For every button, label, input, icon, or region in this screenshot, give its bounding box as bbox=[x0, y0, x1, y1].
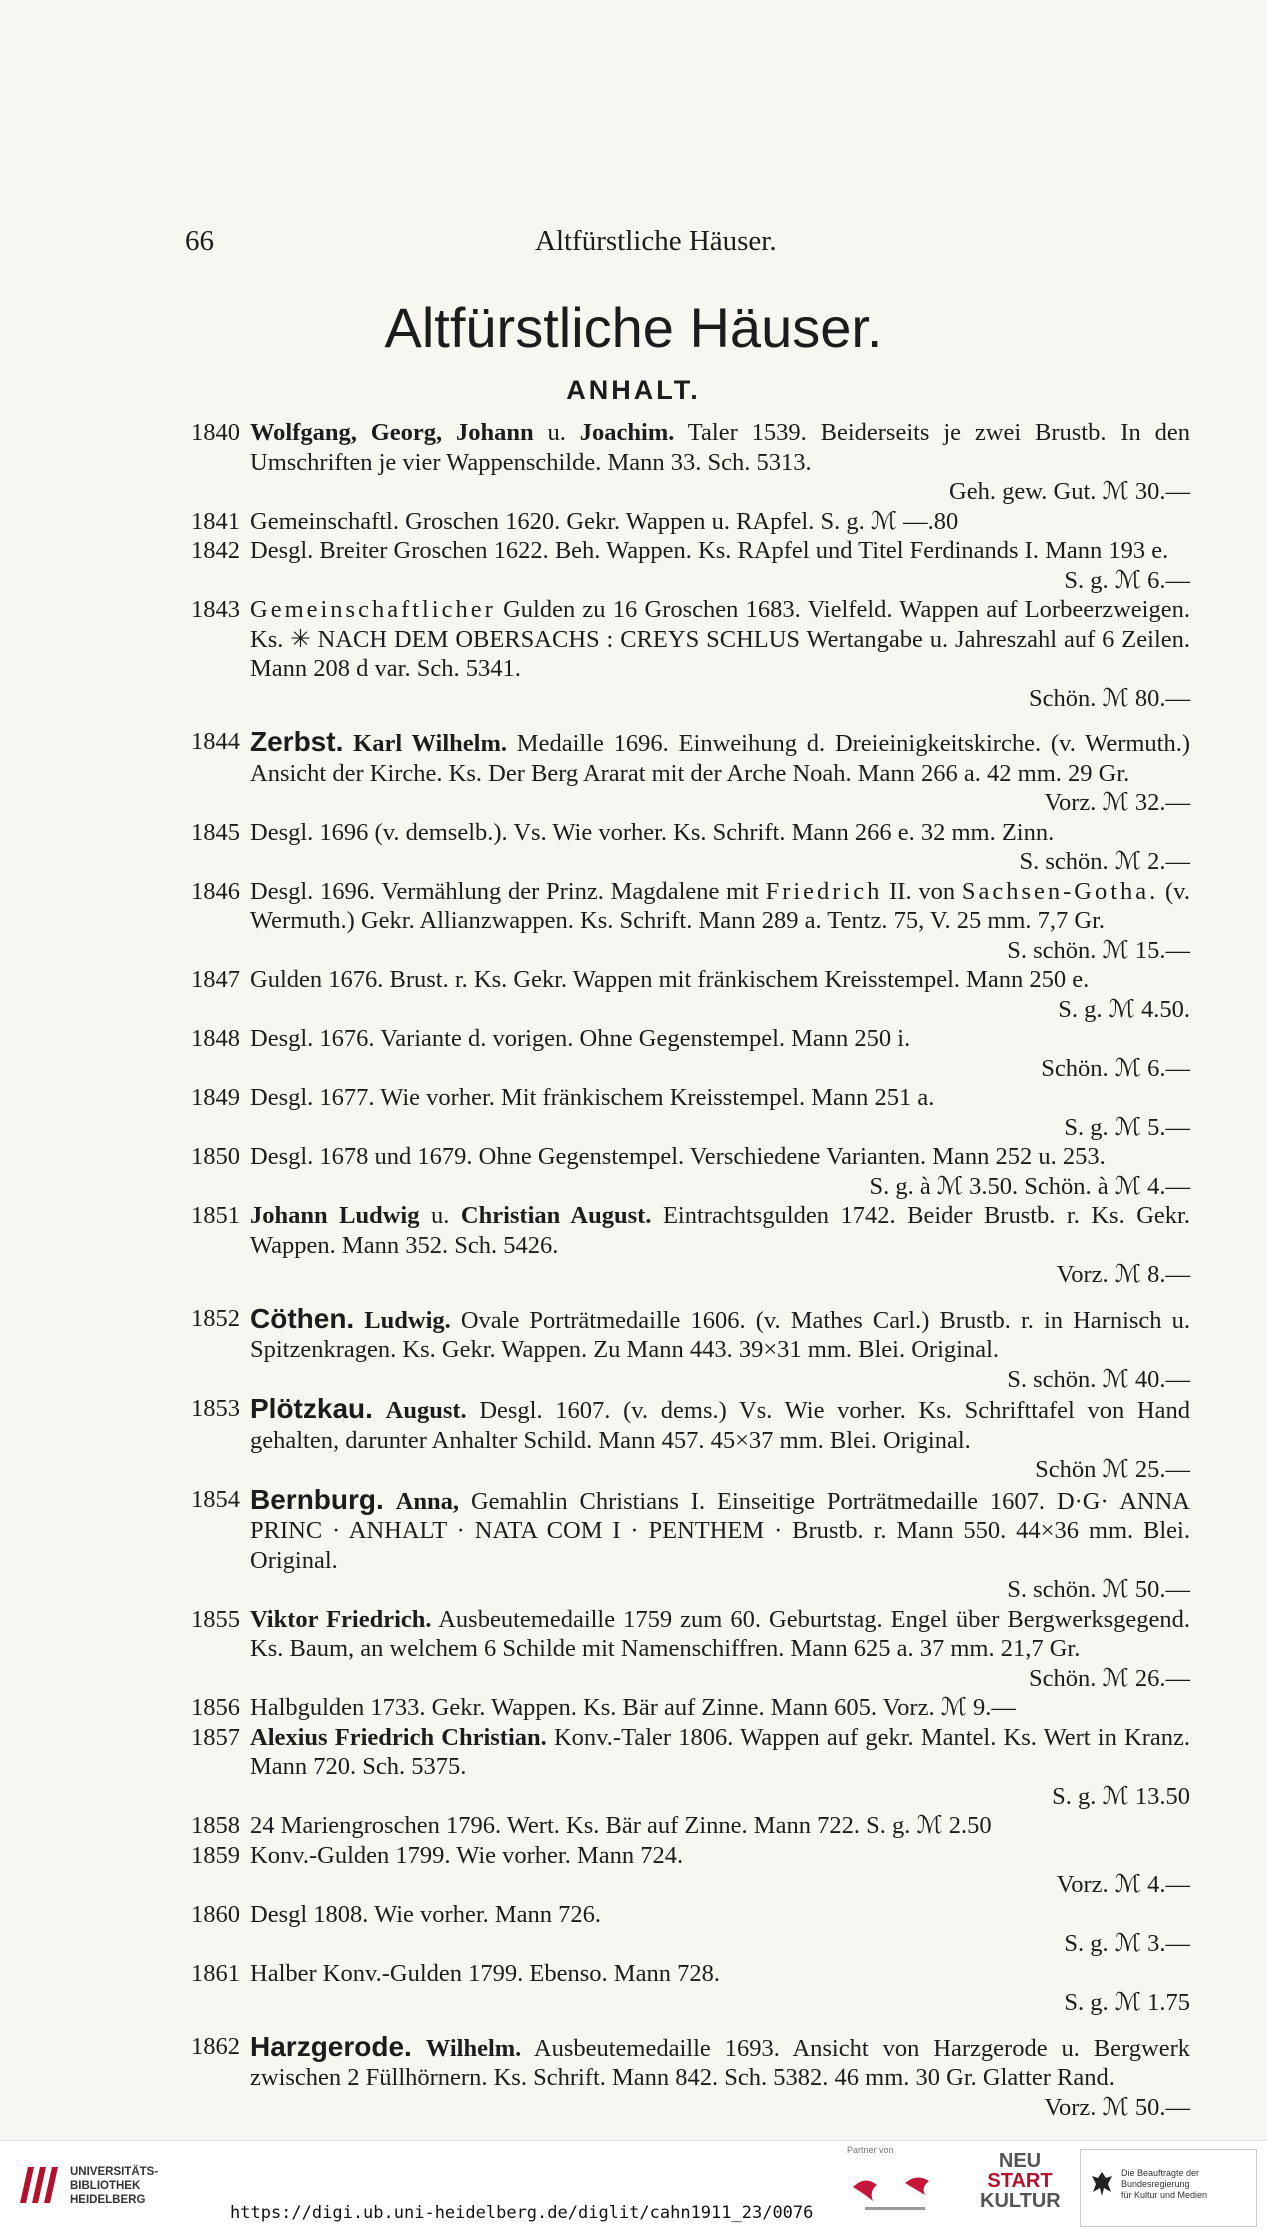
entry-text: Halber Konv.-Gulden 1799. Ebenso. Mann 728. bbox=[250, 1959, 720, 1987]
catalog-entry bbox=[170, 1900, 1190, 1959]
section-heading: ANHALT. bbox=[566, 375, 701, 405]
ruler-name: Alexius Friedrich Christian. bbox=[250, 1723, 547, 1751]
entry-text bbox=[373, 1397, 386, 1424]
entry-number: 1851 bbox=[191, 1202, 240, 1229]
catalog-entry bbox=[170, 1605, 1190, 1694]
ruler-name: Johann Ludwig bbox=[250, 1202, 420, 1229]
entry-text: Halbgulden 1733. Gekr. Wappen. Ks. Bär auf Zinne. Mann 605. Vorz. ℳ 9.— bbox=[250, 1694, 1016, 1721]
catalog-entry bbox=[170, 1083, 1190, 1142]
entry-price: S. g. ℳ 5.— bbox=[1064, 1113, 1190, 1141]
partner-logo-icon bbox=[845, 2157, 955, 2217]
entry-text: Desgl. 1607. (v. dems.) Vs. Wie vorher. Ks. Schrifttafel von Hand gehalten, darunter Anhalter Schild. Mann 457. 45×37 mm. Blei. Original. bbox=[250, 1397, 1191, 1454]
entry-number: 1847 bbox=[191, 966, 240, 993]
catalog-entry bbox=[170, 877, 1190, 966]
catalog-entry bbox=[170, 1142, 1190, 1201]
entry-price: Vorz. ℳ 50.— bbox=[1044, 2093, 1190, 2121]
federal-eagle-icon bbox=[1091, 2170, 1113, 2198]
running-title: Altfürstliche Häuser. bbox=[535, 225, 777, 257]
entry-number: 1842 bbox=[191, 537, 240, 564]
entry-number: 1841 bbox=[191, 507, 240, 535]
entry-price: S. g. ℳ 6.— bbox=[1064, 566, 1190, 594]
neustart-line: KULTUR bbox=[980, 2190, 1061, 2212]
entry-description bbox=[250, 1841, 1190, 1900]
entry-text bbox=[343, 730, 353, 757]
entry-number: 1857 bbox=[191, 1723, 240, 1751]
entry-text: Desgl. 1696. Vermählung der Prinz. Magdalene mit bbox=[250, 877, 766, 905]
entry-price: S. schön. ℳ 50.— bbox=[1007, 1576, 1190, 1603]
entry-price: Schön. ℳ 26.— bbox=[1029, 1664, 1190, 1692]
entry-text: II. von bbox=[882, 877, 962, 905]
entry-description bbox=[250, 1485, 1190, 1605]
entry-price: Schön. ℳ 6.— bbox=[1041, 1054, 1190, 1082]
entry-description bbox=[250, 1201, 1190, 1290]
catalog-entry bbox=[170, 1693, 1190, 1723]
catalog-entry bbox=[170, 1304, 1190, 1395]
entry-number: 1862 bbox=[191, 2032, 240, 2060]
source-url[interactable]: https://digi.ub.uni-heidelberg.de/diglit/cahn1911_23/0076 bbox=[230, 2203, 814, 2223]
entry-number: 1856 bbox=[191, 1694, 240, 1721]
entry-text: Gulden zu 16 Groschen 1683. Vielfeld. Wappen auf Lorbeerzweigen. Ks. ✳ NACH DEM OBERSACHS : CREYS SCHLUS Wertangabe u. Jahreszahl auf 6 Zeilen. Mann 208 d var. Sch. 5341. bbox=[250, 596, 1190, 682]
entry-text: Desgl. 1678 und 1679. Ohne Gegenstempel. Verschiedene Varianten. Mann 252 u. 253. bbox=[250, 1143, 1106, 1170]
entry-description bbox=[250, 2032, 1190, 2123]
entry-text: (v. Wermuth.) Gekr. Allianzwappen. Ks. Schrift. Mann 289 a. Tentz. 75, V. 25 mm. 7,7 Gr. bbox=[250, 877, 1190, 934]
entry-text: Gulden 1676. Brust. r. Ks. Gekr. Wappen mit fränkischem Kreisstempel. Mann 250 e. bbox=[250, 966, 1090, 993]
entry-price: S. schön. ℳ 40.— bbox=[1007, 1365, 1190, 1393]
ruler-name: August. bbox=[385, 1397, 467, 1424]
entry-price: S. g. ℳ 13.50 bbox=[1052, 1782, 1190, 1810]
bkm-line: für Kultur und Medien bbox=[1121, 2190, 1208, 2200]
place-name: Zerbst. bbox=[250, 726, 344, 757]
entry-text: Taler 1539. Beiderseits je zwei Brustb. In den Umschriften je vier Wappenschilde. Mann 33. Sch. 5313. bbox=[250, 419, 1190, 476]
place-name: Harzgerode. bbox=[250, 2030, 412, 2062]
university-name bbox=[70, 2165, 158, 2207]
entry-description bbox=[250, 818, 1190, 877]
entry-description bbox=[250, 595, 1190, 713]
neustart-kultur-logo bbox=[980, 2151, 1060, 2211]
entry-number: 1848 bbox=[191, 1025, 240, 1052]
entry-number: 1852 bbox=[191, 1304, 240, 1332]
entry-description bbox=[250, 1304, 1190, 1395]
place-name: Plötzkau. bbox=[250, 1393, 373, 1424]
entry-description bbox=[250, 1083, 1190, 1142]
entry-text: Gemeinschaftlicher bbox=[250, 596, 496, 623]
entry-number: 1844 bbox=[191, 728, 240, 755]
entry-price: Vorz. ℳ 8.— bbox=[1056, 1261, 1190, 1288]
university-name-line: HEIDELBERG bbox=[70, 2194, 146, 2206]
catalog-entry bbox=[170, 418, 1190, 507]
catalog-entry bbox=[170, 1394, 1190, 1485]
catalog-entry bbox=[170, 727, 1190, 818]
entry-description bbox=[250, 536, 1190, 595]
university-name-line: BIBLIOTHEK bbox=[70, 2180, 141, 2192]
ruler-name: Viktor Friedrich. bbox=[250, 1605, 432, 1633]
entry-description bbox=[250, 1811, 1190, 1841]
entry-description bbox=[250, 418, 1190, 507]
ruler-name: Joachim. bbox=[579, 419, 675, 446]
entry-description bbox=[250, 1900, 1190, 1959]
university-name-line: UNIVERSITÄTS- bbox=[70, 2166, 159, 2178]
entry-number: 1861 bbox=[191, 1959, 240, 1987]
entry-description bbox=[250, 1394, 1190, 1485]
catalog-entry bbox=[170, 1723, 1190, 1812]
bkm-line: Die Beauftragte der Bundesregierung bbox=[1121, 2168, 1200, 2189]
catalog-entry bbox=[170, 1201, 1190, 1290]
entry-text: u. bbox=[533, 419, 580, 446]
neustart-line: NEU bbox=[998, 2150, 1042, 2172]
entry-price: Schön ℳ 25.— bbox=[1035, 1456, 1190, 1483]
entry-description bbox=[250, 1142, 1190, 1201]
place-name: Cöthen. bbox=[250, 1302, 355, 1334]
place-name: Bernburg. bbox=[250, 1483, 384, 1515]
ruler-name: Christian August. bbox=[460, 1202, 652, 1229]
entry-text: Ausbeutemedaille 1693. Ansicht von Harzgerode u. Bergwerk zwischen 2 Füllhörnern. Ks. Schrift. Mann 842. Sch. 5382. 46 mm. 30 Gr. Glatter Rand. bbox=[250, 2034, 1191, 2091]
entry-text bbox=[384, 1488, 396, 1515]
entry-text: Gemeinschaftl. Groschen 1620. Gekr. Wappen u. RApfel. S. g. ℳ —.80 bbox=[250, 507, 959, 535]
entry-text bbox=[354, 1307, 364, 1334]
catalog-entry bbox=[170, 2032, 1190, 2123]
catalog-entry bbox=[170, 1841, 1190, 1900]
entry-number: 1849 bbox=[191, 1084, 240, 1111]
entry-text: Sachsen-Gotha. bbox=[961, 877, 1159, 905]
entry-price: S. schön. ℳ 15.— bbox=[1007, 936, 1190, 964]
bkm-text bbox=[1121, 2168, 1256, 2201]
catalog-entry bbox=[170, 1024, 1190, 1083]
catalog-entry bbox=[170, 1485, 1190, 1605]
entry-number: 1846 bbox=[191, 877, 240, 905]
neustart-line: START bbox=[987, 2170, 1053, 2192]
entry-text: 24 Mariengroschen 1796. Wert. Ks. Bär auf Zinne. Mann 722. S. g. ℳ 2.50 bbox=[250, 1812, 992, 1839]
entry-description bbox=[250, 1723, 1190, 1812]
entry-text: Desgl. 1677. Wie vorher. Mit fränkischem Kreisstempel. Mann 251 a. bbox=[250, 1084, 935, 1111]
entry-description bbox=[250, 1024, 1190, 1083]
entry-price: Schön. ℳ 80.— bbox=[1029, 684, 1190, 712]
university-seal-icon bbox=[14, 2159, 60, 2209]
entry-number: 1859 bbox=[191, 1841, 240, 1869]
entry-text: Friedrich bbox=[765, 877, 883, 905]
entry-price: S. g. ℳ 4.50. bbox=[1058, 995, 1190, 1023]
entry-text bbox=[412, 2035, 426, 2062]
entry-text: Desgl. Breiter Groschen 1622. Beh. Wappen. Ks. RApfel und Titel Ferdinands I. Mann 193 e. bbox=[250, 537, 1169, 564]
entry-description bbox=[250, 727, 1190, 818]
entry-price: S. g. ℳ 1.75 bbox=[1064, 1989, 1190, 2016]
entry-price: S. g. à ℳ 3.50. Schön. à ℳ 4.— bbox=[869, 1172, 1190, 1200]
entry-number: 1858 bbox=[191, 1812, 240, 1839]
ruler-name: Wolfgang, Georg, Johann bbox=[250, 419, 534, 446]
entry-price: Geh. gew. Gut. ℳ 30.— bbox=[949, 478, 1190, 505]
entry-number: 1860 bbox=[191, 1900, 240, 1928]
entry-text: u. bbox=[419, 1202, 461, 1229]
entry-number: 1854 bbox=[191, 1485, 240, 1513]
page-title: Altfürstliche Häuser. bbox=[384, 296, 883, 359]
entry-number: 1840 bbox=[191, 419, 240, 446]
catalog-entry bbox=[170, 507, 1190, 537]
entry-number: 1853 bbox=[191, 1395, 240, 1422]
entry-text: Eintrachtsgulden 1742. Beider Brustb. r. Ks. Gekr. Wappen. Mann 352. Sch. 5426. bbox=[250, 1202, 1190, 1259]
catalog-entries bbox=[170, 418, 1190, 2122]
catalog-entry bbox=[170, 1959, 1190, 2018]
entry-text: Gemahlin Christians I. Einseitige Porträtmedaille 1607. D·G· ANNA PRINC · ANHALT · NATA COM I · PENTHEM · Brustb. r. Mann 550. 44×36 mm. Blei. Original. bbox=[250, 1487, 1190, 1574]
entry-price: S. g. ℳ 3.— bbox=[1064, 1930, 1190, 1957]
ruler-name: Wilhelm. bbox=[425, 2034, 522, 2062]
entry-number: 1843 bbox=[191, 596, 240, 623]
entry-text: Medaille 1696. Einweihung d. Dreieinigkeitskirche. (v. Wermuth.) Ansicht der Kirche. Ks. Der Berg Ararat mit der Arche Noah. Mann 266 a. 42 mm. 29 Gr. bbox=[250, 730, 1191, 787]
entry-description bbox=[250, 965, 1190, 1024]
entry-text: Ausbeutemedaille 1759 zum 60. Geburtstag. Engel über Bergwerksgegend. Ks. Baum, an welchem 6 Schilde mit Namenschiffren. Mann 625 a. 37 mm. 21,7 Gr. bbox=[250, 1605, 1190, 1662]
ruler-name: Karl Wilhelm. bbox=[353, 730, 508, 757]
ruler-name: Anna, bbox=[395, 1487, 460, 1515]
footer-bar bbox=[0, 2140, 1267, 2232]
catalog-entry bbox=[170, 818, 1190, 877]
entry-number: 1850 bbox=[191, 1143, 240, 1170]
entry-text: Desgl. 1676. Variante d. vorigen. Ohne Gegenstempel. Mann 250 i. bbox=[250, 1025, 911, 1052]
entry-description bbox=[250, 1959, 1190, 2018]
catalog-entry bbox=[170, 536, 1190, 595]
catalog-entry bbox=[170, 1811, 1190, 1841]
entry-text: Konv.-Gulden 1799. Wie vorher. Mann 724. bbox=[250, 1841, 684, 1869]
entry-text: Konv.-Taler 1806. Wappen auf gekr. Mantel. Ks. Wert in Kranz. Mann 720. Sch. 5375. bbox=[250, 1723, 1190, 1780]
running-head bbox=[185, 225, 1065, 261]
page-number: 66 bbox=[185, 225, 214, 257]
catalog-entry bbox=[170, 595, 1190, 713]
bkm-logo bbox=[1080, 2149, 1257, 2227]
entry-description bbox=[250, 1605, 1190, 1694]
catalog-entry bbox=[170, 965, 1190, 1024]
entry-text: Desgl. 1696 (v. demselb.). Vs. Wie vorher. Ks. Schrift. Mann 266 e. 32 mm. Zinn. bbox=[250, 818, 1055, 846]
entry-text: Desgl 1808. Wie vorher. Mann 726. bbox=[250, 1900, 602, 1928]
entry-price: Vorz. ℳ 32.— bbox=[1044, 789, 1190, 816]
entry-number: 1845 bbox=[191, 818, 240, 846]
partner-label: Partner von bbox=[847, 2145, 894, 2155]
ruler-name: Ludwig. bbox=[364, 1306, 451, 1334]
entry-text: Ovale Porträtmedaille 1606. (v. Mathes Carl.) Brustb. r. in Harnisch u. Spitzenkragen. Ks. Gekr. Wappen. Zu Mann 443. 39×31 mm. Blei. Original. bbox=[250, 1306, 1190, 1363]
entry-description bbox=[250, 1693, 1190, 1723]
entry-number: 1855 bbox=[191, 1605, 240, 1633]
entry-price: Vorz. ℳ 4.— bbox=[1056, 1871, 1190, 1898]
entry-description bbox=[250, 507, 1190, 537]
entry-price: S. schön. ℳ 2.— bbox=[1019, 848, 1190, 875]
entry-description bbox=[250, 877, 1190, 966]
